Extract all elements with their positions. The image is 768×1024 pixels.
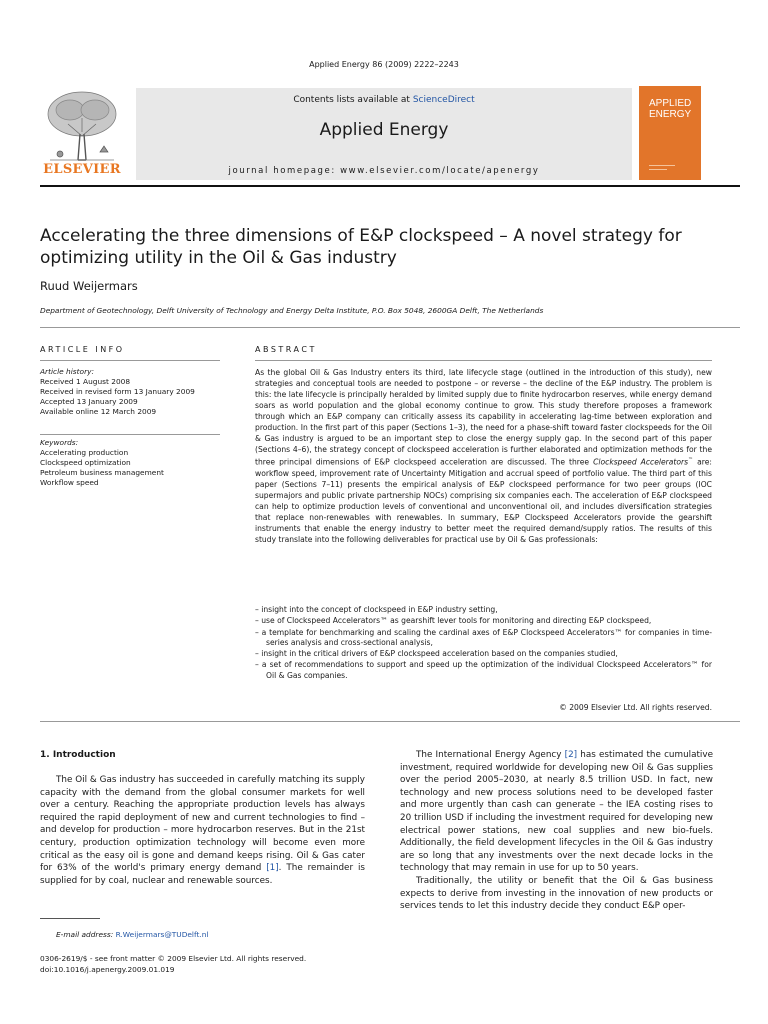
copyright: © 2009 Elsevier Ltd. All rights reserved. <box>559 703 712 712</box>
intro-column-2 <box>400 749 713 913</box>
journal-title: Applied Energy <box>319 120 449 140</box>
abstract-part: As the global Oil & Gas Industry enters its third, late lifecycle stage (outlined in the introduction of this study), new strategies and conceptual tools are needed to postpone – or reverse – the decline of the E&P industry. The problem is this: the late lifecycle is principally heralded by limited supply due to finite hydrocarbon reserves, while energy demand soars as world population and the global economy continue to grow. This study therefore proposes a framework through which an E&P company can critically assess its capability in accelerating lag-time between exploration and production. In the first part of this paper (Sections 1–3), the need for a phase-shift toward faster clockspeeds for the Oil & Gas industry is argued to be an important step to close the energy supply gap. In the second part of this paper (Sections 4–6), the strategy concept of clockspeed acceleration is further elaborated and optimization methods for the three principal dimensions of E&P clockspeed acceleration are discussed. The three <box>255 368 712 467</box>
deliverables-list <box>255 605 712 682</box>
issn-line: 0306-2619/$ - see front matter © 2009 Elsevier Ltd. All rights reserved. <box>40 954 307 963</box>
author-name: Ruud Weijermars <box>40 279 138 293</box>
cover-decoration <box>649 169 667 170</box>
intro-column-1 <box>40 774 365 887</box>
elsevier-logo <box>40 88 124 182</box>
list-item: – insight into the concept of clockspeed in E&P industry setting, <box>255 605 498 614</box>
footnote-label: E-mail address: <box>56 930 116 939</box>
section-heading: 1. Introduction <box>40 750 116 760</box>
journal-citation: Applied Energy 86 (2009) 2222–2243 <box>309 60 459 69</box>
article-history <box>40 367 230 417</box>
reference-link[interactable]: [1] <box>266 863 279 874</box>
journal-masthead <box>136 88 632 180</box>
footnote <box>56 930 208 939</box>
divider <box>40 434 220 435</box>
email-link[interactable]: R.Weijermars@TUDelft.nl <box>115 930 209 939</box>
abstract-header: ABSTRACT <box>255 345 317 354</box>
author-affiliation: Department of Geotechnology, Delft University of Technology and Energy Delta Institute, P.O. Box 5048, 2600GA Delft, The Netherlands <box>40 306 544 315</box>
history-item: Received in revised form 13 January 2009 <box>40 387 195 396</box>
doi-line: doi:10.1016/j.apenergy.2009.01.019 <box>40 964 175 974</box>
reference-link[interactable]: [2] <box>564 750 578 760</box>
footnote-rule <box>40 918 100 919</box>
cover-line1: APPLIED <box>649 98 692 109</box>
text-part: . The remainder is supplied for by coal, nuclear and renewable sources. <box>40 863 365 886</box>
contents-line <box>136 95 632 105</box>
article-title: Accelerating the three dimensions of E&P clockspeed – A novel strategy for optimizing utility in the Oil & Gas industry <box>40 226 682 268</box>
divider <box>40 721 740 722</box>
text-part: The Oil & Gas industry has succeeded in carefully matching its supply capacity with the demand from the global consumer markets for well over a century. Reaching the appropriate production levels has always required the rapid deployment of new and current technologies to find – and develop for production – more hydrocarbon reserves. But in the 21st century, production optimization technology will become even more critical as the easy oil is gone and demand keeps rising. Oil & Gas cater for 63% of the world's primary energy demand <box>40 775 365 874</box>
trademark: ™ <box>688 457 694 463</box>
list-item: – a set of recommendations to support and speed up the optimization of the individual Clockspeed Accelerators™ for Oil & Gas companies. <box>255 660 712 680</box>
keyword-item: Petroleum business management <box>40 468 164 477</box>
text-part: has estimated the cumulative investment, required worldwide for developing new Oil & Gas supplies over the period 2005–2030, at nearly 8.5 trillion USD. In fact, new technology and new process solutions need to be developed faster and more urgently than cash can generate – the IEA costing rises to 20 trillion USD if including the investment required for developing new electrical power stations, new coal supplies and new bio-fuels. Additionally, the field development lifecycles in the Oil & Gas industry are so long that any investments over the next decade locks in the technology that may remain in use for up to 50 years. <box>400 750 713 874</box>
abstract-italic: Clockspeed Accelerators <box>593 457 689 467</box>
history-label: Article history: <box>40 367 94 376</box>
paragraph <box>400 749 713 875</box>
list-item: – a template for benchmarking and scaling the cardinal axes of E&P Clockspeed Accelerators™ for companies in time-series analysis and cross-sectional analysis, <box>255 627 712 647</box>
cover-decoration <box>649 165 675 166</box>
front-matter <box>40 954 306 975</box>
history-item: Available online 12 March 2009 <box>40 407 157 416</box>
keyword-item: Clockspeed optimization <box>40 458 131 467</box>
contents-prefix: Contents lists available at <box>293 95 413 105</box>
header-rule <box>40 185 740 187</box>
paragraph: Traditionally, the utility or benefit that the Oil & Gas business expects to derive from investing in the innovation of new products or services tends to let this industry decide they conduct E&P oper- <box>400 875 713 912</box>
abstract-part: are: workflow speed, improvement rate of Uncertainty Mitigation and accrual speed of portfolio value. The third part of this paper (Sections 7–11) presents the empirical analysis of E&P clockspeed performance for two peer groups (IOC supermajors and public private partnership NOCs) comprising six companies each. The acceleration of E&P clockspeed can help to optimize production levels of conventional and unconventional oil, and includes diversification strategies that replace non-renewables with renewables. In summary, E&P Clockspeed Accelerators provide the gearshift instruments that enable the energy industry to better meet the required demand/supply ratios. The results of this study translate into the following deliverables for practical use by Oil & Gas professionals: <box>255 457 712 544</box>
journal-cover <box>639 86 701 180</box>
abstract-text <box>255 367 712 545</box>
journal-homepage[interactable]: journal homepage: www.elsevier.com/locate/apenergy <box>228 166 540 176</box>
sciencedirect-link[interactable]: ScienceDirect <box>412 95 475 105</box>
list-item: – insight in the critical drivers of E&P clockspeed acceleration based on the companies studied, <box>255 649 618 659</box>
keywords <box>40 438 230 488</box>
article-info-header: ARTICLE INFO <box>40 345 125 354</box>
divider <box>40 360 220 361</box>
divider <box>40 327 740 328</box>
history-item: Received 1 August 2008 <box>40 377 131 386</box>
history-item: Accepted 13 January 2009 <box>40 397 138 406</box>
cover-line2: ENERGY <box>649 109 692 120</box>
tree-icon <box>40 88 124 164</box>
keyword-item: Workflow speed <box>40 478 99 487</box>
elsevier-wordmark: ELSEVIER <box>43 162 121 177</box>
list-item: – use of Clockspeed Accelerators™ as gearshift lever tools for monitoring and directing E&P clockspeed, <box>255 616 652 626</box>
text-part: The International Energy Agency <box>416 750 565 760</box>
divider <box>255 360 712 361</box>
keywords-label: Keywords: <box>40 438 79 447</box>
keyword-item: Accelerating production <box>40 448 129 457</box>
